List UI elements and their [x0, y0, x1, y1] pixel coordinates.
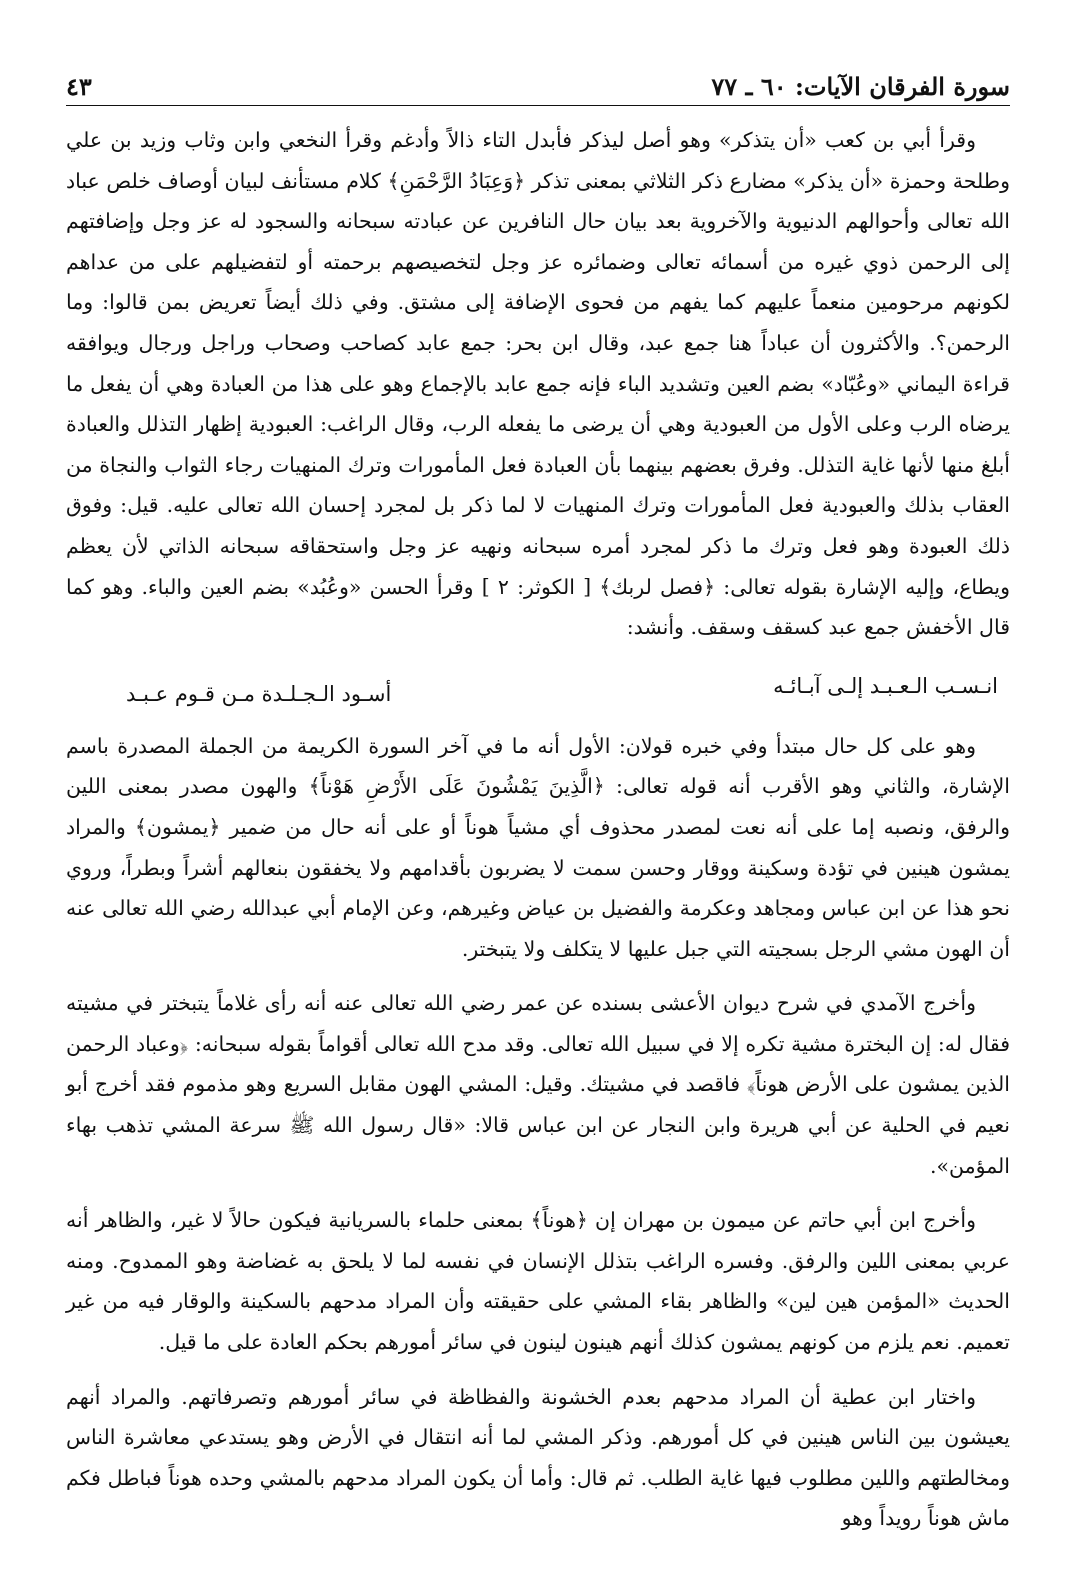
verse-second-hemistich: أسـود الـجـلـدة مـن قـوم عـبـد	[126, 681, 392, 706]
paragraph-2: وهو على كل حال مبتدأ وفي خبره قولان: الأول أنه ما في آخر السورة الكريمة من الجملة المصدرة باسم الإشارة، والثاني وهو الأقرب أنه قوله تعالى: ﴿الَّذِينَ يَمْشُونَ عَلَى الأَرْضِ هَوْناً﴾ والهون مصدر بمعنى اللين والرفق، ونصبه إما على أنه نعت لمصدر محذوف أي مشياً هوناً أو على أنه حال من ضمير ﴿يمشون﴾ والمراد يمشون هينين في تؤدة وسكينة ووقار وحسن سمت لا يضربون بأقدامهم ولا يخفقون بنعالهم أشراً وبطراً، وروي نحو هذا عن ابن عباس ومجاهد وعكرمة والفضيل بن عياض وغيرهم، وعن الإمام أبي عبدالله رضي الله تعالى عنه أن الهون مشي الرجل بسجيته التي جبل عليها لا يتكلف ولا يتبختر.	[66, 733, 1010, 961]
verse-first-hemistich: انـسـب الـعـبـد إلـى آبـائـه	[773, 673, 998, 698]
running-title: سورة الفرقان الآيات: ٦٠ ـ ٧٧	[711, 72, 1010, 101]
poetry-verse	[126, 664, 998, 716]
paragraph-4: وأخرج ابن أبي حاتم عن ميمون بن مهران إن ﴿هوناً﴾ بمعنى حلماء بالسريانية فيكون حالاً لا غير، والظاهر أنه عربي بمعنى اللين والرفق. وفسره الراغب بتذلل الإنسان في نفسه لما لا يلحق به غضاضة وهو الممدوح. ومنه الحديث «المؤمن هين لين» والظاهر بقاء المشي على حقيقته وأن المراد مدحهم بالسكينة والوقار فيه من غير تعميم. نعم يلزم من كونهم يمشون كذلك أنهم هينون لينون في سائر أمورهم بحكم العادة على ما قيل.	[66, 1208, 1010, 1355]
page-number: ٤٣	[66, 72, 92, 101]
paragraph-5: واختار ابن عطية أن المراد مدحهم بعدم الخشونة والفظاظة في سائر أمورهم وتصرفاتهم. والمراد أنهم يعيشون بين الناس هينين في كل أمورهم. وذكر المشي لما أنه انتقال في الأرض وهو يستدعي معاشرة الناس ومخالطتهم واللين مطلوب فيها غاية الطلب. ثم قال: وأما أن يكون المراد مدحهم بالمشي وحده هوناً فباطل فكم ماش هوناً رويداً وهو	[66, 1384, 1010, 1531]
paragraph-3: وأخرج الآمدي في شرح ديوان الأعشى بسنده عن عمر رضي الله تعالى عنه أنه رأى غلاماً يتبختر في مشيته فقال له: إن البخترة مشية تكره إلا في سبيل الله تعالى. وقد مدح الله تعالى أقواماً بقوله سبحانه: ﴿وعباد الرحمن الذين يمشون على الأرض هوناً﴾ فاقصد في مشيتك. وقيل: المشي الهون مقابل السريع وهو مذموم فقد أخرج أبو نعيم في الحلية عن أبي هريرة وابن النجار عن ابن عباس قالا: «قال رسول الله ﷺ سرعة المشي تذهب بهاء المؤمن».	[66, 991, 1011, 1178]
paragraph-1: وقرأ أبي بن كعب «أن يتذكر» وهو أصل ليذكر فأبدل التاء ذالاً وأدغم وقرأ النخعي وابن وثاب وزيد بن علي وطلحة وحمزة «أن يذكر» مضارع ذكر الثلاثي بمعنى تذكر ﴿وَعِبَادُ الرَّحْمَنِ﴾ كلام مستأنف لبيان أوصاف خلص عباد الله تعالى وأحوالهم الدنيوية والآخروية بعد بيان حال النافرين عن عبادته سبحانه والسجود له عز وجل وإضافتهم إلى الرحمن ذوي غيره من أسمائه تعالى وضمائره عز وجل لتخصيصهم برحمته أو لتفضيلهم على من عداهم لكونهم مرحومين منعماً عليهم كما يفهم من فحوى الإضافة إلى مشتق. وفي ذلك أيضاً تعريض بمن قالوا: وما الرحمن؟. والأكثرون أن عباداً هنا جمع عبد، وقال ابن بحر: جمع عابد كصاحب وصحاب وراجل ورجال ويوافقه قراءة اليماني «وعُبّاد» بضم العين وتشديد الباء فإنه جمع عابد بالإجماع وهو على هذا من العبادة وهي أن يفعل ما يرضاه الرب وعلى الأول من العبودية وهي أن يرضى ما يفعله الرب، وقال الراغب: العبودية إظهار التذلل والعبادة أبلغ منها لأنها غاية التذلل. وفرق بعضهم بينهما بأن العبادة فعل المأمورات وترك المنهيات رجاء الثواب والنجاة من العقاب بذلك والعبودية فعل المأمورات وترك المنهيات لا لما ذكر بل لمجرد إحسان الله تعالى عليه. قيل: وفوق ذلك العبودة وهو فعل وترك ما ذكر لمجرد أمره سبحانه ونهيه عز وجل واستحقاقه سبحانه الذاتي لأن يعظم ويطاع، وإليه الإشارة بقوله تعالى: ﴿فصل لربك﴾ [ الكوثر: ٢ ] وقرأ الحسن «وعُبُد» بضم العين والباء. وهو كما قال الأخفش جمع عبد كسقف وسقف. وأنشد:	[66, 128, 1010, 640]
page-header	[66, 72, 1010, 106]
